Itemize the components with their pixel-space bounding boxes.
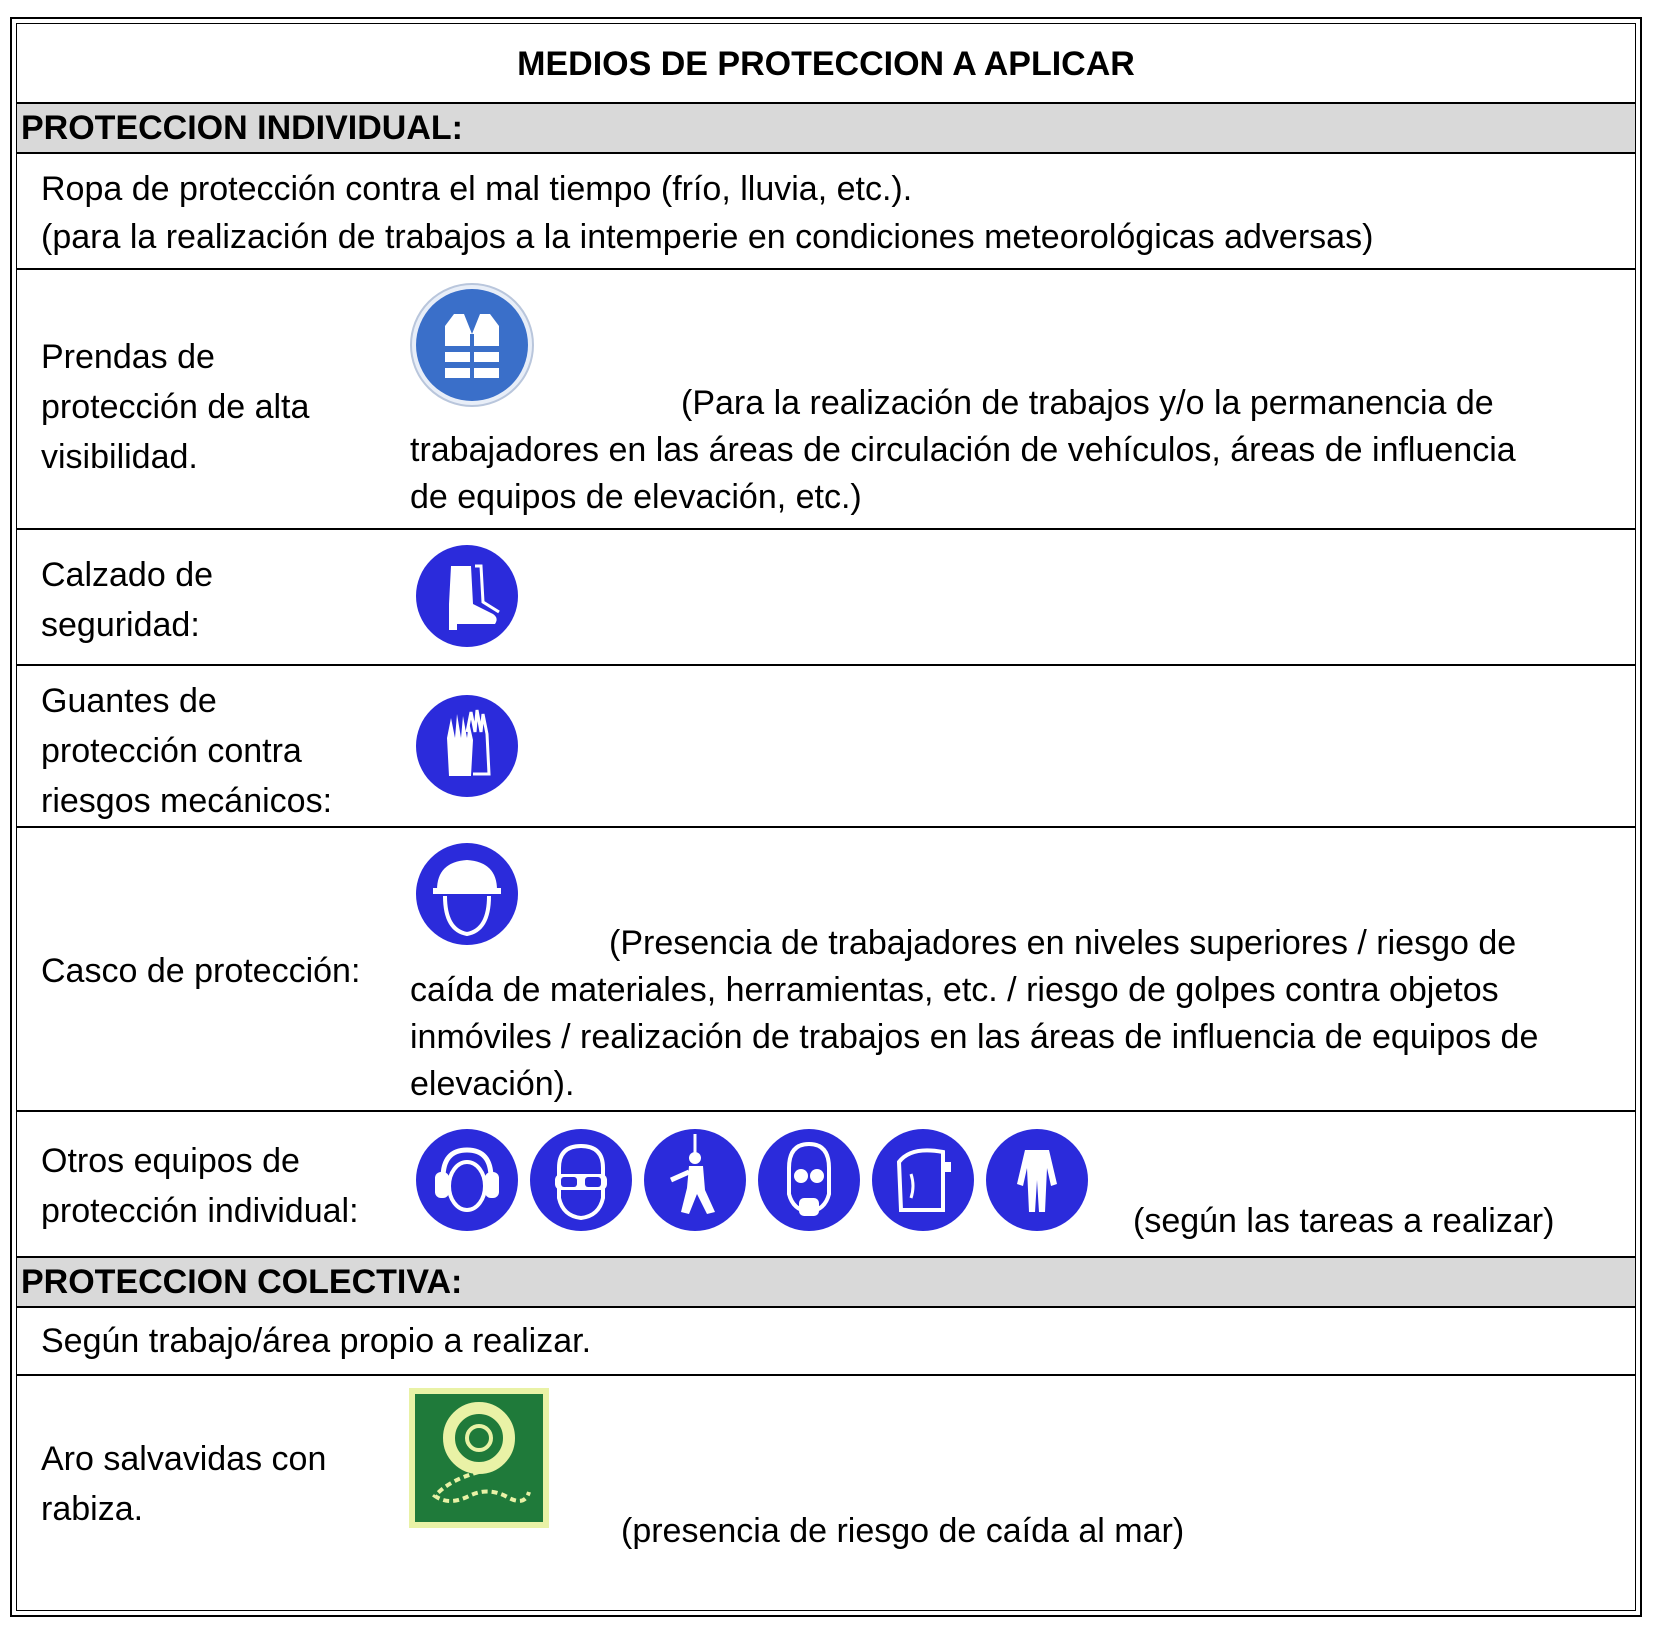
- row-visibilidad-desc-line: trabajadores en las áreas de circulación de vehículos, áreas de influencia: [410, 431, 1516, 469]
- section-individual-label: PROTECCION INDIVIDUAL:: [21, 109, 463, 147]
- row-casco-label: Casco de protección:: [41, 952, 361, 990]
- label-line: rabiza.: [41, 1490, 144, 1528]
- row-ropa: [17, 154, 1635, 270]
- protection-table-inner: [16, 23, 1636, 1611]
- gloves-icon: [415, 694, 519, 798]
- label-line: riesgos mecánicos:: [41, 782, 333, 820]
- hard-hat-icon: [415, 842, 519, 946]
- row-visibilidad: [17, 270, 1635, 530]
- row-casco-desc-line: (Presencia de trabajadores en niveles superiores / riesgo de: [609, 924, 1517, 962]
- table-title-row: [17, 24, 1635, 104]
- label-line: protección individual:: [41, 1192, 359, 1230]
- lifebuoy-sign-icon: [409, 1388, 549, 1528]
- row-visibilidad-label: [41, 332, 309, 482]
- protective-clothing-icon: [985, 1128, 1089, 1232]
- safety-boot-icon: [415, 544, 519, 648]
- label-line: seguridad:: [41, 606, 200, 644]
- label-line: Aro salvavidas con: [41, 1440, 327, 1478]
- row-ropa-line2: (para la realización de trabajos a la intemperie en condiciones meteorológicas adversas): [41, 218, 1374, 256]
- table-title: MEDIOS DE PROTECCION A APLICAR: [517, 45, 1135, 83]
- label-line: Prendas de: [41, 338, 215, 376]
- row-aro-note: (presencia de riesgo de caída al mar): [621, 1512, 1185, 1550]
- row-casco-desc-line: caída de materiales, herramientas, etc. / riesgo de golpes contra objetos: [410, 971, 1499, 1009]
- section-colectiva: [17, 1258, 1635, 1308]
- row-otros: [17, 1112, 1635, 1258]
- eye-protection-icon: [529, 1128, 633, 1232]
- label-line: protección contra: [41, 732, 302, 770]
- face-shield-icon: [871, 1128, 975, 1232]
- row-ropa-line1: Ropa de protección contra el mal tiempo (frío, lluvia, etc.).: [41, 170, 913, 208]
- row-guantes: [17, 666, 1635, 828]
- row-casco-desc-line: elevación).: [410, 1065, 575, 1103]
- row-calzado: [17, 530, 1635, 666]
- row-casco-desc-line: inmóviles / realización de trabajos en las áreas de influencia de equipos de: [410, 1018, 1539, 1056]
- row-otros-label: [41, 1136, 359, 1236]
- row-otros-note: (según las tareas a realizar): [1133, 1202, 1555, 1240]
- section-colectiva-label: PROTECCION COLECTIVA:: [21, 1263, 463, 1301]
- label-line: Guantes de: [41, 682, 217, 720]
- section-individual: [17, 104, 1635, 154]
- label-line: protección de alta: [41, 388, 310, 426]
- row-visibilidad-desc-line: de equipos de elevación, etc.): [410, 478, 862, 516]
- row-aro: [17, 1376, 1635, 1612]
- row-visibilidad-desc-line: (Para la realización de trabajos y/o la permanencia de: [681, 384, 1494, 422]
- label-line: Calzado de: [41, 556, 214, 594]
- harness-icon: [643, 1128, 747, 1232]
- respirator-icon: [757, 1128, 861, 1232]
- row-guantes-label: [41, 676, 332, 826]
- high-visibility-vest-icon: [409, 282, 535, 408]
- row-segun: [17, 1308, 1635, 1376]
- ear-protection-icon: [415, 1128, 519, 1232]
- row-segun-text: Según trabajo/área propio a realizar.: [41, 1322, 592, 1360]
- protection-table: [10, 17, 1642, 1617]
- label-line: visibilidad.: [41, 438, 198, 476]
- row-calzado-label: [41, 550, 213, 650]
- row-aro-label: [41, 1434, 326, 1534]
- label-line: Otros equipos de: [41, 1142, 300, 1180]
- row-casco: [17, 828, 1635, 1112]
